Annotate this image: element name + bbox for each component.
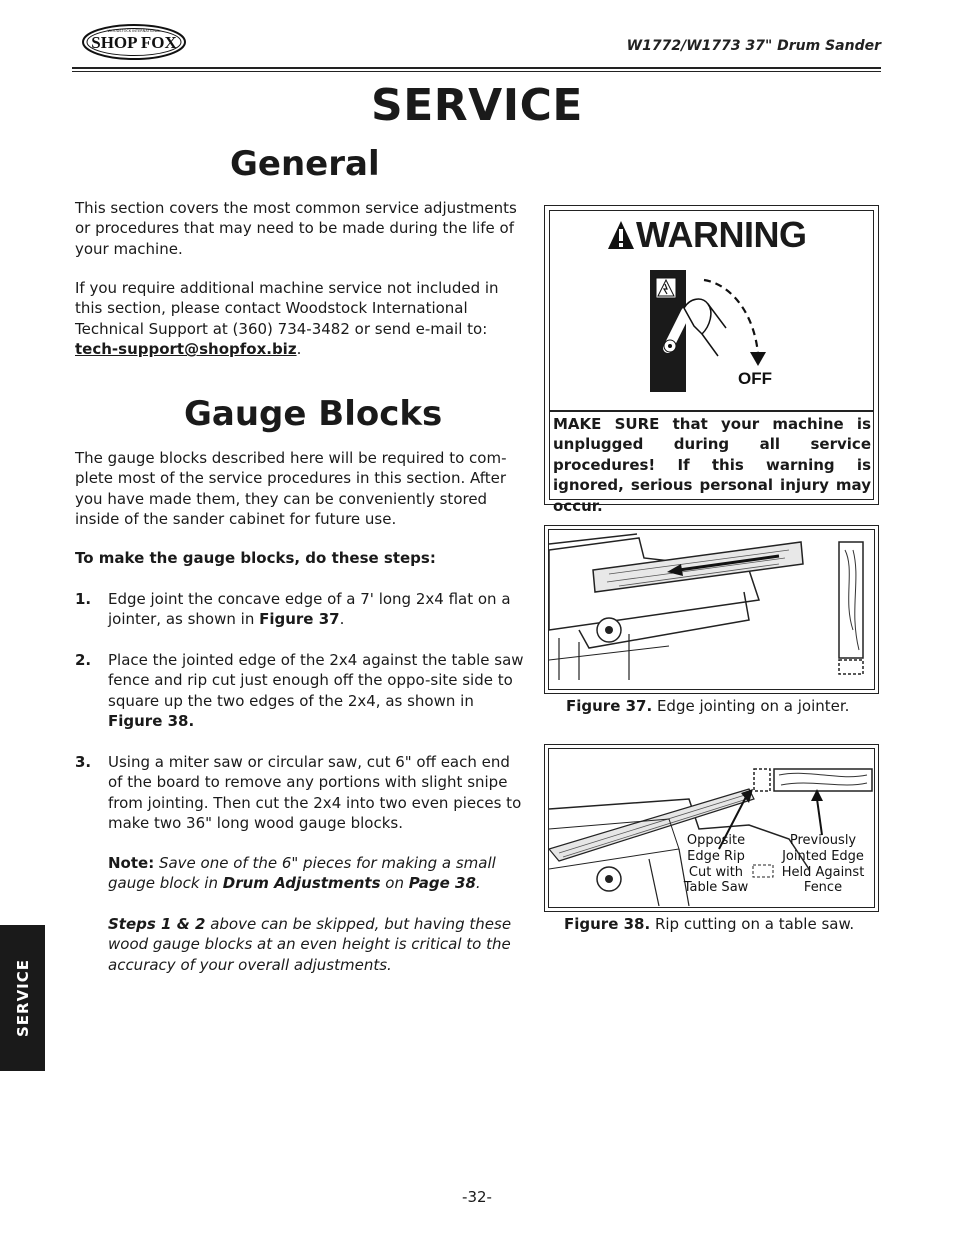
figure-37-caption <box>566 697 849 715</box>
step-number: 1. <box>75 590 92 608</box>
rip-cut-label: Opposite Edge Rip Cut with Table Saw <box>683 833 749 896</box>
logo-text: SHOP FOX <box>91 33 177 52</box>
drum-adjustments-ref: Drum Adjustments <box>222 874 381 893</box>
note-text-a: Save one of the 6" pieces for making a small gauge block in <box>108 854 496 893</box>
gauge-blocks-heading: Gauge Blocks <box>184 394 443 434</box>
page-38-ref: Page 38 <box>408 874 476 893</box>
shop-fox-logo <box>82 24 186 60</box>
section-side-tab <box>0 925 45 1071</box>
caption-text: Rip cutting on a table saw. <box>650 915 855 933</box>
warning-heading: WARNING <box>636 214 807 255</box>
step-text: Using a miter saw or circular saw, cut 6" off each end of the board to remove any portions with slight snipe from jointing. Then cut the 2x4 into two even pieces to make two 36" long wood gauge blocks. <box>108 753 522 833</box>
step-text <box>108 650 525 732</box>
general-paragraph-1: This section covers the most common service adjustments or procedures that may need to be made during the life of your machine. <box>75 199 517 258</box>
contact-text: If you require additional machine service not included in this section, please contact Woodstock International Technical Support at (360) 734-3482 or send e-mail to: <box>75 279 499 338</box>
figure-37-ref: Figure 37 <box>259 610 340 629</box>
gauge-blocks-paragraph: The gauge blocks described here will be required to com-plete most of the service procedures in this section. After you have made them, they can be conveniently stored inside of the sander cabinet for future use. <box>75 449 507 529</box>
warning-divider <box>549 410 874 412</box>
general-paragraph-2 <box>75 278 525 360</box>
note <box>108 853 518 894</box>
step-2-text: Place the jointed edge of the 2x4 against the table saw fence and rip cut just enough off the oppo-site side to square up the two edges of the 2x4, as shown in <box>108 651 524 710</box>
page-number: -32- <box>462 1188 492 1206</box>
general-heading: General <box>230 144 380 184</box>
warning-triangle-icon <box>607 220 635 254</box>
caption-label: Figure 37. <box>566 697 653 715</box>
note-text-b: on <box>380 874 409 893</box>
side-tab-label: SERVICE <box>13 958 32 1038</box>
warning-text: MAKE SURE that your machine is unplugged during all service procedures! If this warning is ignored, serious personal injury may occur. <box>553 415 871 515</box>
off-label: OFF <box>738 369 772 388</box>
caption-text: Edge jointing on a jointer. <box>652 697 850 715</box>
jointed-edge-label: Previously Jointed Edge Held Against Fence <box>781 833 865 896</box>
document-title: W1772/W1773 37" Drum Sander <box>626 38 881 54</box>
steps-ref: Steps 1 & 2 <box>108 915 206 933</box>
note-label: Note: <box>108 854 155 872</box>
logo-small-text: WOODSTOCK INTERNATIONAL <box>107 29 161 33</box>
step-text <box>108 589 525 630</box>
caption-label: Figure 38. <box>564 915 651 933</box>
header-rule-thin <box>72 71 881 72</box>
step-1-tail: . <box>339 610 345 629</box>
note-text-c: . <box>475 874 481 893</box>
note-2-text: above can be skipped, but having these wood gauge blocks at an even height is critical to the accuracy of your overall adjustments. <box>108 915 512 974</box>
note-steps-skip <box>108 914 518 975</box>
support-email-link[interactable]: tech-support@shopfox.biz <box>75 340 297 359</box>
figure-38-ref: Figure 38. <box>108 712 195 731</box>
unplug-switch-icon <box>646 268 786 400</box>
figure-37-image <box>548 529 875 690</box>
figure-38-caption <box>564 915 854 933</box>
header-rule <box>72 67 881 69</box>
steps-heading: To make the gauge blocks, do these steps: <box>75 549 436 567</box>
step-number: 3. <box>75 753 92 771</box>
page-title: SERVICE <box>371 80 583 131</box>
step-number: 2. <box>75 651 92 669</box>
email-tail: . <box>296 340 302 359</box>
step-1-text: Edge joint the concave edge of a 7' long 2x4 flat on a jointer, as shown in <box>108 590 511 629</box>
